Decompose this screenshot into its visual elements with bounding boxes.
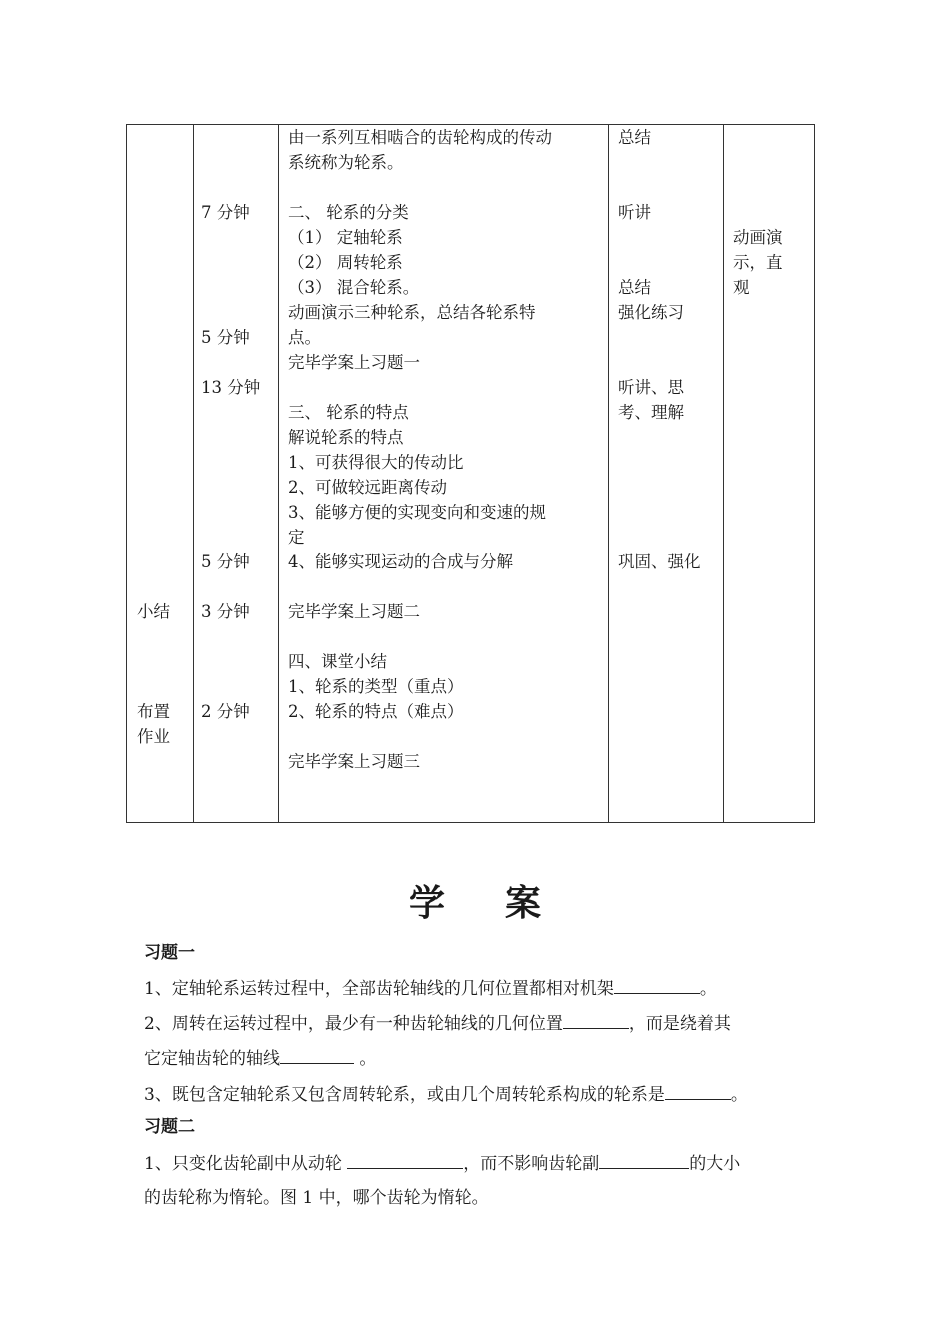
content-line: 解说轮系的特点 [288, 428, 404, 447]
time-label: 2 分钟 [201, 702, 250, 721]
content-line: 2、可做较远距离传动 [288, 478, 447, 497]
worksheet-title: 学案 [408, 883, 601, 924]
question-text: 2、周转在运转过程中，最少有一种齿轮轴线的几何位置 [144, 1014, 563, 1034]
answer-blank[interactable] [347, 1150, 463, 1169]
answer-blank[interactable] [280, 1045, 354, 1064]
answer-blank[interactable] [665, 1081, 731, 1100]
stage-summary: 小结 [137, 602, 170, 621]
exercise-1-question-2-cont [144, 1045, 376, 1072]
content-line: 系统称为轮系。 [288, 153, 404, 172]
question-text: 。 [699, 979, 717, 999]
question-text: 1、只变化齿轮副中从动轮 [144, 1154, 348, 1174]
stage-homework-line1: 布置 [137, 702, 170, 721]
content-line: 点。 [288, 328, 321, 347]
method-label: 动画演 [733, 228, 783, 247]
content-line: （3） 混合轮系。 [288, 278, 420, 297]
activity-label: 巩固、强化 [618, 552, 701, 571]
content-line: 2、轮系的特点（难点） [288, 702, 464, 721]
activity-label: 听讲、思 [618, 378, 684, 397]
activity-label: 听讲 [618, 203, 651, 222]
time-column [193, 124, 279, 823]
content-line: 4、能够实现运动的合成与分解 [288, 552, 513, 571]
content-line: 完毕学案上习题一 [288, 353, 420, 372]
question-text: 它定轴齿轮的轴线 [144, 1049, 280, 1069]
question-text: 。 [730, 1085, 748, 1105]
content-line: 完毕学案上习题三 [288, 752, 420, 771]
question-text: 的齿轮称为惰轮。图 1 中，哪个齿轮为惰轮。 [144, 1188, 489, 1208]
exercise-1-question-3 [144, 1081, 748, 1108]
activity-label: 考、理解 [618, 403, 684, 422]
time-label: 13 分钟 [201, 378, 261, 397]
answer-blank[interactable] [599, 1150, 689, 1169]
activity-column [609, 124, 724, 823]
section-heading-summary: 四、课堂小结 [288, 652, 387, 671]
time-label: 5 分钟 [201, 552, 250, 571]
content-line: 完毕学案上习题二 [288, 602, 420, 621]
content-line: 1、可获得很大的传动比 [288, 453, 464, 472]
content-line: 3、能够方便的实现变向和变速的规 [288, 503, 546, 522]
activity-label: 强化练习 [618, 303, 684, 322]
content-line: （1） 定轴轮系 [288, 228, 403, 247]
question-text: 。 [354, 1049, 377, 1069]
question-text: 1、定轴轮系运转过程中，全部齿轮轴线的几何位置都相对机架 [144, 979, 614, 999]
stage-column [126, 124, 194, 823]
activity-label: 总结 [618, 128, 651, 147]
method-label: 观 [733, 278, 750, 297]
answer-blank[interactable] [614, 975, 700, 994]
exercise-two-heading: 习题二 [144, 1117, 195, 1137]
time-label: 3 分钟 [201, 602, 250, 621]
exercise-1-question-2 [144, 1010, 731, 1037]
lesson-plan-table [126, 124, 816, 823]
exercise-2-question-1-cont [144, 1185, 489, 1211]
method-column [724, 124, 815, 823]
section-heading-classification: 二、 轮系的分类 [288, 203, 409, 222]
exercise-one-heading: 习题一 [144, 943, 195, 963]
method-label: 示，直 [733, 253, 783, 272]
content-line: 定 [288, 528, 305, 547]
activity-label: 总结 [618, 278, 651, 297]
content-line: 动画演示三种轮系，总结各轮系特 [288, 303, 536, 322]
time-label: 7 分钟 [201, 203, 250, 222]
exercise-1-question-1 [144, 975, 717, 1002]
stage-homework-line2: 作业 [137, 727, 170, 746]
answer-blank[interactable] [563, 1010, 629, 1029]
exercise-2-question-1 [144, 1150, 740, 1177]
content-column [279, 124, 609, 823]
content-line: 由一系列互相啮合的齿轮构成的传动 [288, 128, 552, 147]
question-text: 3、既包含定轴轮系又包含周转轮系，或由几个周转轮系构成的轮系是 [144, 1085, 665, 1105]
time-label: 5 分钟 [201, 328, 250, 347]
section-heading-features: 三、 轮系的特点 [288, 403, 409, 422]
question-text: ，而是绕着其 [628, 1014, 731, 1034]
question-text: 的大小 [689, 1154, 741, 1174]
content-line: 1、轮系的类型（重点） [288, 677, 464, 696]
question-text: ，而不影响齿轮副 [463, 1154, 600, 1174]
content-line: （2） 周转轮系 [288, 253, 403, 272]
